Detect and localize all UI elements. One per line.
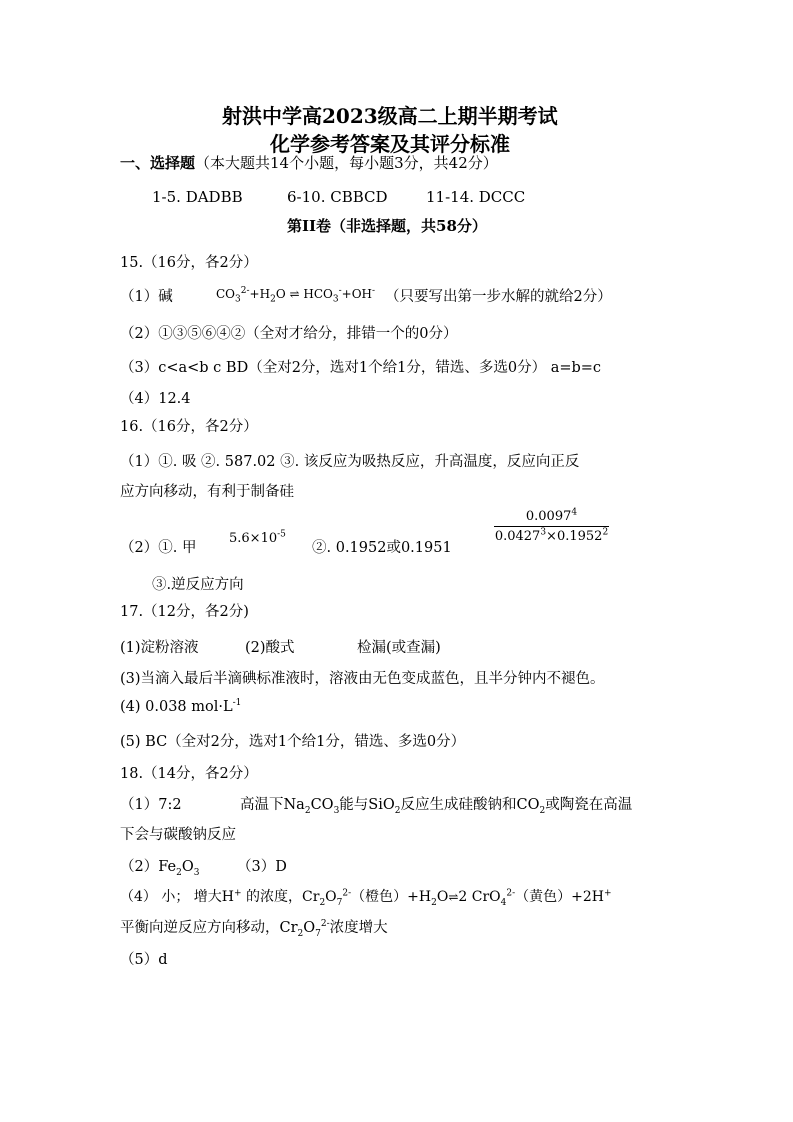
q16-heading: 16.（16分，各2分） xyxy=(120,419,258,435)
q16-a1-line2: 应方向移动，有利于制备硅 xyxy=(120,484,294,500)
title-line-1: 射洪中学高2023级高二上期半期考试 xyxy=(222,104,558,128)
answer-group-3: 11-14. DCCC xyxy=(426,188,526,206)
q16-a2-label: （2）①. 甲 xyxy=(120,540,197,556)
section-1-desc: （本大题共14个小题，每小题3分，共42分） xyxy=(195,154,498,172)
q17-a2: (2)酸式 xyxy=(245,640,295,656)
answer-group-1: 1-5. DADBB xyxy=(152,188,243,206)
title-line-2: 化学参考答案及其评分标准 xyxy=(270,132,510,156)
q18-a4-line2: 平衡向逆反应方向移动，$Cr_2O_7^{2-}$浓度增大 xyxy=(120,919,388,939)
q16-a3: ③.逆反应方向 xyxy=(152,577,244,593)
section-2-heading: 第II卷（非选择题，共58分） xyxy=(287,217,487,235)
q18-a5: （5）d xyxy=(120,952,168,968)
q18-a2: $(2)Fe_2O_3$ xyxy=(120,859,200,878)
q16-fraction xyxy=(494,509,609,544)
answer-group-2: 6-10. CBBCD xyxy=(287,188,388,206)
section-1 xyxy=(120,152,498,173)
q17-a1: (1)淀粉溶液 xyxy=(120,640,199,656)
q16-a2-mid: ②. 0.1952或0.1951 xyxy=(312,540,452,556)
q15-a2: （2）①③⑤⑥④②（全对才给分，排错一个的0分） xyxy=(120,326,458,342)
q17-heading: 17.（12分，各2分) xyxy=(120,604,249,620)
q15-a1-label: （1）碱 xyxy=(120,289,173,305)
fraction-denominator: $0.0427^3\times 0.1952^2$ xyxy=(494,527,609,544)
q15-equation: $CO_3^{2-}+H_2O$ ⇌ $HCO_3^-+OH^-$ xyxy=(216,286,376,305)
q18-a3: （3）D xyxy=(237,859,287,875)
q17-a2b: 检漏(或查漏) xyxy=(357,640,441,656)
q17-a3: (3)当滴入最后半滴碘标准液时，溶液由无色变成蓝色，且半分钟内不褪色。 xyxy=(120,671,605,687)
q17-a4: (4) 0.038 $mol\cdot L^{-1}$ xyxy=(120,698,242,715)
q15-a3: （3）c<a<b c BD（全对2分，选对1个给1分，错选、多选0分） a=b=c xyxy=(120,360,602,376)
fraction-numerator: 0.0097$^4$ xyxy=(525,507,578,524)
q18-a4-line1: （4） 小； 增大H+ 的浓度，$Cr_2O_7^{2-}$（橙色）$+H_2O\rightleftharpoons 2$ CrO$_4^{2-}$（黄色）+2H+ xyxy=(120,888,612,908)
q17-a5: (5) BC（全对2分，选对1个给1分，错选、多选0分） xyxy=(120,734,466,750)
q15-a1-note: （只要写出第一步水解的就给2分） xyxy=(385,289,612,305)
section-1-heading: 一、选择题 xyxy=(120,154,196,172)
q15-a4: （4）12.4 xyxy=(120,391,191,407)
q16-equilibrium-constant: $5.6\times 10^{-5}$ xyxy=(229,529,286,546)
q18-a1-line2: 下会与碳酸钠反应 xyxy=(120,827,236,843)
q15-heading: 15.（16分，各2分） xyxy=(120,255,258,271)
equilibrium-arrow-icon: ⇌ xyxy=(289,287,300,301)
q18-a1-label: （1）7:2 xyxy=(120,797,182,813)
q18-a1-text: 高温下$Na_2CO_3$能与SiO$_2$反应生成硅酸钠和$CO_2$或陶瓷在高温 xyxy=(240,797,633,816)
fraction-bar xyxy=(494,526,609,527)
equilibrium-arrow-icon: ⇌ xyxy=(448,890,459,904)
q18-heading: 18.（14分，各2分） xyxy=(120,766,258,782)
q16-a1-line1: （1）①. 吸 ②. 587.02 ③. 该反应为吸热反应，升高温度，反应向正反 xyxy=(120,454,580,470)
